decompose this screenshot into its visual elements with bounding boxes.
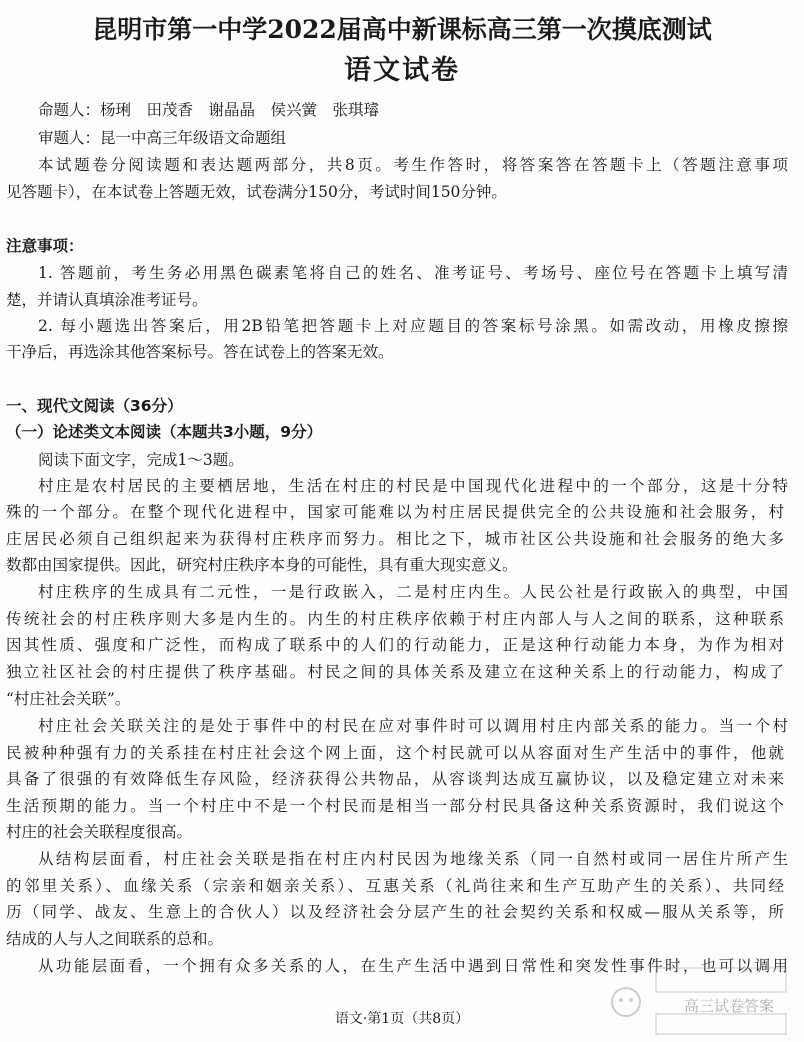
body-line: 的邻里关系）、血缘关系（宗亲和姻亲关系）、互惠关系（礼尚往来和生产互助产生的关系）、共同经 <box>6 877 784 895</box>
authors-line: 命题人：杨琍 田茂香 谢晶晶 侯兴黉 张琪璿 <box>38 101 380 119</box>
body-line: 传统社会的村庄秩序则大多是内生的。内生的村庄秩序依赖于村庄内部人与人之间的联系，这种联系 <box>6 610 784 628</box>
body-line: 村庄是农村居民的主要栖居地，生活在村庄的村民是中国现代化进程中的一个部分，这是十分特 <box>38 477 788 495</box>
page-footer: 语文·第1页（共8页） <box>334 1011 470 1027</box>
reviewers-line: 审题人：昆一中高三年级语文命题组 <box>38 129 287 147</box>
body-line: 数都由国家提供。因此，研究村庄秩序本身的可能性，具有重大现实意义。 <box>6 556 518 574</box>
body-line: 庄居民必须自己组织起来为获得村庄秩序而努力。相比之下，城市社区公共设施和社会服务的绝大多 <box>6 530 784 548</box>
notice-item-1-line-2: 楚，并请认真填涂准考证号。 <box>6 291 208 309</box>
section-heading: 一、现代文阅读（36分） <box>6 397 183 415</box>
body-line: 因其性质、强度和广泛性，而构成了联系中的人们的行动能力，正是这种行动能力本身，为作为相对 <box>6 636 784 654</box>
body-line: 结成的人与人之间联系的总和。 <box>6 930 224 948</box>
body-line: 殊的一个部分。在整个现代化进程中，国家可能难以为村庄居民提供完全的公共设施和社会服务，村 <box>6 503 784 521</box>
watermark-text: 高三试卷答案 <box>683 997 774 1015</box>
section-subheading: （一）论述类文本阅读（本题共3小题，9分） <box>6 423 323 441</box>
intro-line-1: 本试题卷分阅读题和表达题两部分，共8页。考生作答时，将答案答在答题卡上（答题注意事项 <box>38 156 788 174</box>
body-line: 村庄社会关联关注的是处于事件中的村民在应对事件时可以调用村庄内部关系的能力。当一个村 <box>38 717 788 735</box>
reading-instruction: 阅读下面文字，完成1～3题。 <box>38 451 244 469</box>
exam-title: 昆明市第一中学2022届高中新课标高三第一次摸底测试 <box>92 15 712 44</box>
notice-heading: 注意事项： <box>6 237 84 255</box>
exam-subtitle: 语文试卷 <box>344 55 460 86</box>
body-line: 独立社区社会的村庄提供了秩序基础。村民之间的具体关系及建立在这种关系上的行动能力，构成了 <box>6 663 784 681</box>
body-line: 历（同学、战友、生意上的合伙人）以及经济社会分层产生的社会契约关系和权威—服从关系等，所 <box>6 903 784 921</box>
body-line: 生活预期的能力。当一个村庄中不是一个村民而是相当一部分村民具备这种关系资源时，我们说这个 <box>6 797 784 815</box>
body-line: 具备了很强的有效降低生存风险，经济获得公共物品，从容谈判达成互赢协议，以及稳定建立对未来 <box>6 770 784 788</box>
body-line: 从功能层面看，一个拥有众多关系的人，在生产生活中遇到日常性和突发性事件时，也可以调用 <box>38 957 788 975</box>
body-line: 村庄秩序的生成具有二元性，一是行政嵌入，二是村庄内生。人民公社是行政嵌入的典型，中国 <box>38 583 788 601</box>
notice-item-2-line-2: 干净后，再选涂其他答案标号。答在试卷上的答案无效。 <box>6 343 394 361</box>
body-line: “村庄社会关联”。 <box>6 690 131 708</box>
notice-item-1-line-1: 1. 答题前，考生务必用黑色碳素笔将自己的姓名、准考证号、考场号、座位号在答题卡上填写清 <box>38 264 788 282</box>
body-line: 民被种种强有力的关系挂在村庄社会这个网上面，这个村民就可以从容面对生产生活中的事件，他就 <box>6 744 784 762</box>
body-line: 从结构层面看，村庄社会关联是指在村庄内村民因为地缘关系（同一自然村或同一居住片所产生 <box>38 850 788 868</box>
intro-line-2: 见答题卡），在本试卷上答题无效，试卷满分150分，考试时间150分钟。 <box>6 183 507 201</box>
body-line: 村庄的社会关联程度很高。 <box>6 823 193 841</box>
notice-item-2-line-1: 2. 每小题选出答案后，用2B铅笔把答题卡上对应题目的答案标号涂黑。如需改动，用橡皮擦擦 <box>38 317 788 335</box>
